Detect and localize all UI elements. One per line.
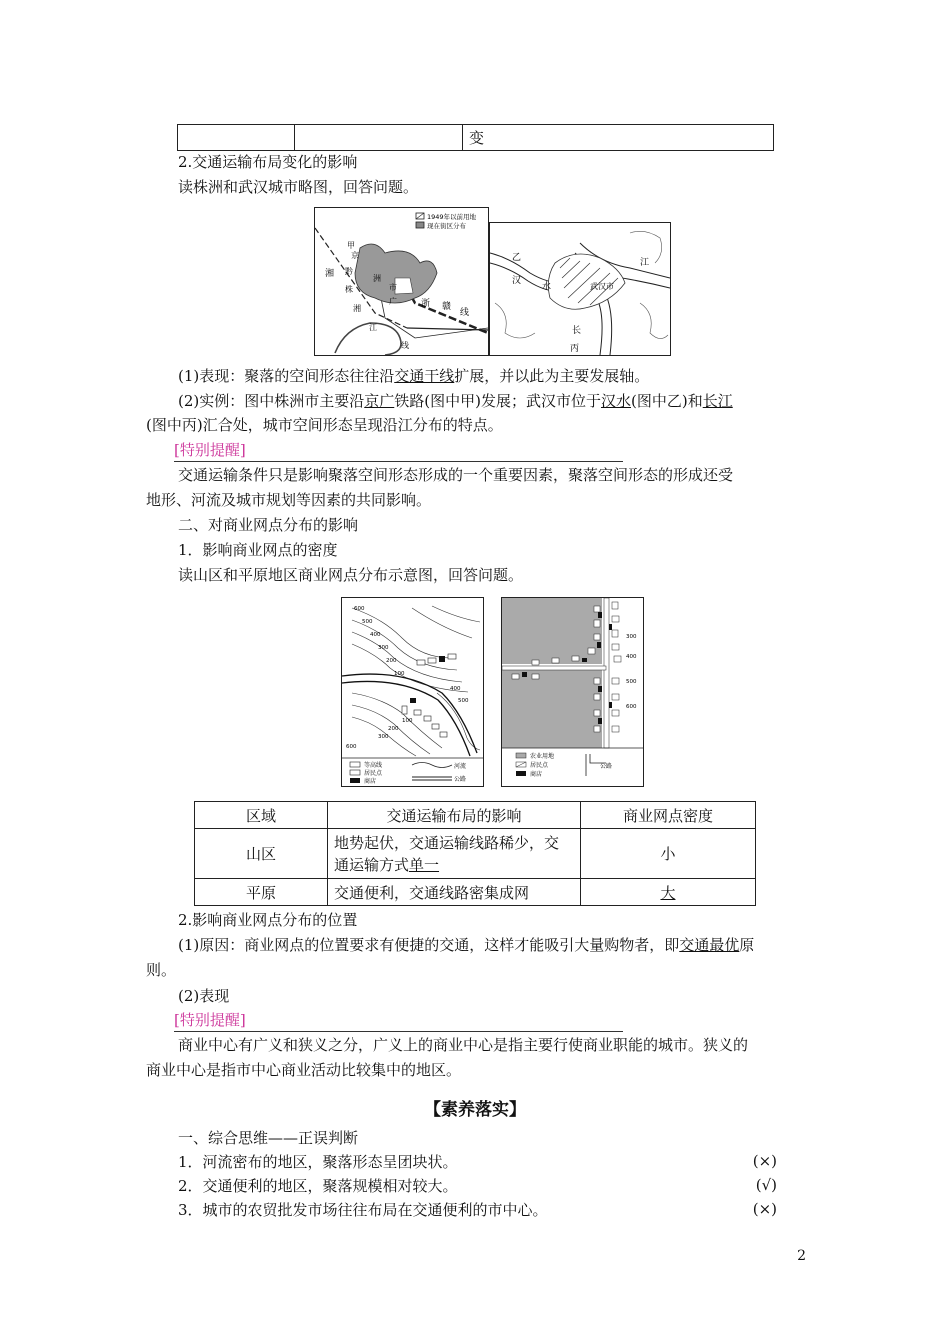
- svg-text:长: 长: [572, 326, 582, 336]
- part2-subtitle: 1．影响商业网点的密度: [178, 541, 338, 559]
- header-effect: 交通运输布局的影响: [328, 802, 581, 829]
- tip1-line1: 交通运输条件只是影响聚落空间形态形成的一个重要因素，聚落空间形态的形成还受: [178, 466, 734, 484]
- judge-mark-3: (×): [752, 1200, 777, 1218]
- row-mountain-density: 小: [581, 829, 756, 879]
- svg-text:400: 400: [626, 654, 637, 660]
- top-table-cell-2: [295, 125, 463, 151]
- reason-text: (1)原因：商业网点的位置要求有便捷的交通，这样才能吸引大量购物者，即交通最优原: [178, 936, 755, 954]
- top-table: [177, 124, 774, 151]
- svg-text:600: 600: [354, 606, 365, 612]
- svg-text:丙: 丙: [570, 344, 580, 354]
- tip-label: [特别提醒]: [174, 441, 246, 459]
- svg-text:300: 300: [626, 634, 637, 640]
- density-table: [194, 801, 756, 906]
- svg-text:广: 广: [389, 297, 397, 306]
- svg-text:300: 300: [378, 645, 389, 651]
- section-title: 2.交通运输布局变化的影响: [178, 153, 358, 171]
- svg-text:河流: 河流: [454, 763, 467, 770]
- svg-text:江: 江: [640, 258, 650, 268]
- svg-text:100: 100: [402, 718, 413, 724]
- svg-text:武汉市: 武汉市: [590, 282, 614, 291]
- judge-item-2: 2．交通便利的地区，聚落规模相对较大。: [178, 1177, 458, 1195]
- svg-text:等高线: 等高线: [364, 762, 383, 769]
- svg-text:200: 200: [388, 726, 399, 732]
- svg-text:居民点: 居民点: [530, 762, 549, 769]
- svg-text:商店: 商店: [364, 778, 377, 785]
- svg-text:商店: 商店: [530, 771, 543, 778]
- header-density: 商业网点密度: [581, 802, 756, 829]
- svg-text:线: 线: [460, 308, 470, 318]
- mountain-map: [341, 597, 484, 787]
- svg-text:赣: 赣: [442, 302, 452, 312]
- svg-text:600: 600: [346, 744, 357, 750]
- svg-text:600: 600: [626, 704, 637, 710]
- top-table-cell-1: [178, 125, 295, 151]
- svg-text:湘: 湘: [353, 304, 361, 313]
- tip-label-2: [特别提醒]: [174, 1011, 246, 1029]
- svg-text:洲: 洲: [373, 274, 381, 283]
- svg-text:甲: 甲: [347, 241, 355, 250]
- svg-text:市: 市: [389, 283, 397, 292]
- svg-text:500: 500: [362, 619, 373, 625]
- map1-legend-2: 现在街区分布: [427, 222, 466, 230]
- performance-label: (2)表现: [178, 987, 230, 1005]
- zhuzhou-map: [314, 207, 489, 356]
- row-plain-effect: 交通便利，交通线路密集成网: [328, 879, 581, 906]
- svg-text:浙: 浙: [421, 299, 431, 309]
- svg-text:400: 400: [450, 686, 461, 692]
- svg-text:农业用地: 农业用地: [530, 753, 555, 760]
- svg-text:京: 京: [351, 251, 359, 260]
- row-mountain-effect: 地势起伏，交通运输线路稀少，交 通运输方式单一: [328, 829, 581, 879]
- svg-text:线: 线: [401, 341, 409, 350]
- svg-text:江: 江: [369, 323, 377, 332]
- svg-text:300: 300: [378, 734, 389, 740]
- svg-text:200: 200: [386, 658, 397, 664]
- part2-title: 二、对商业网点分布的影响: [178, 516, 359, 534]
- svg-text:400: 400: [370, 632, 381, 638]
- svg-text:水: 水: [542, 282, 552, 292]
- page-number: 2: [797, 1248, 806, 1264]
- svg-text:乙: 乙: [512, 253, 522, 263]
- judge-mark-1: (×): [752, 1152, 777, 1170]
- svg-text:汉: 汉: [512, 276, 522, 286]
- judge-item-3: 3．城市的农贸批发市场往往布局在交通便利的市中心。: [178, 1201, 548, 1219]
- judge-mark-2: (√): [755, 1176, 777, 1194]
- svg-text:公路: 公路: [454, 776, 467, 783]
- plain-map: [501, 597, 644, 787]
- part2-instruction: 读山区和平原地区商业网点分布示意图，回答问题。: [178, 566, 524, 584]
- svg-text:100: 100: [394, 671, 405, 677]
- judge-title: 一、综合思维——正误判断: [178, 1129, 359, 1147]
- row-plain-density: 大: [581, 879, 756, 906]
- tip1-line2: 地形、河流及城市规划等因素的共同影响。: [146, 491, 432, 509]
- map1-legend-1: 1949年以前用地: [427, 213, 477, 221]
- row-plain-region: 平原: [195, 879, 328, 906]
- tip2-line1: 商业中心有广义和狭义之分，广义上的商业中心是指主要行使商业职能的城市。狭义的: [178, 1036, 749, 1054]
- tip2-line2: 商业中心是指市中心商业活动比较集中的地区。: [146, 1061, 462, 1079]
- svg-text:500: 500: [458, 698, 469, 704]
- svg-text:湘: 湘: [325, 269, 335, 279]
- section-b-title: 2.影响商业网点分布的位置: [178, 911, 358, 929]
- svg-text:株: 株: [345, 285, 353, 294]
- tip-rule: [174, 461, 623, 462]
- header-region: 区域: [195, 802, 328, 829]
- instruction-text: 读株洲和武汉城市略图，回答问题。: [178, 178, 419, 196]
- paragraph-2: (2)实例：图中株洲市主要沿京广铁路(图中甲)发展；武汉市位于汉水(图中乙)和长江: [178, 392, 733, 410]
- svg-text:居民点: 居民点: [364, 770, 383, 777]
- judge-item-1: 1．河流密布的地区，聚落形态呈团块状。: [178, 1153, 458, 1171]
- svg-text:黔: 黔: [345, 267, 353, 276]
- section-heading: 【素养落实】: [424, 1100, 526, 1120]
- paragraph-2-cont: (图中丙)汇合处，城市空间形态呈现沿江分布的特点。: [146, 416, 503, 434]
- paragraph-1: (1)表现：聚落的空间形态往往沿交通干线扩展，并以此为主要发展轴。: [178, 367, 650, 385]
- svg-text:公路: 公路: [600, 763, 613, 770]
- row-mountain-region: 山区: [195, 829, 328, 879]
- reason-text-cont: 则。: [146, 961, 177, 979]
- tip-rule-2: [174, 1031, 623, 1032]
- wuhan-map: [489, 222, 671, 356]
- top-table-cell-3: 变: [463, 125, 774, 151]
- svg-text:500: 500: [626, 679, 637, 685]
